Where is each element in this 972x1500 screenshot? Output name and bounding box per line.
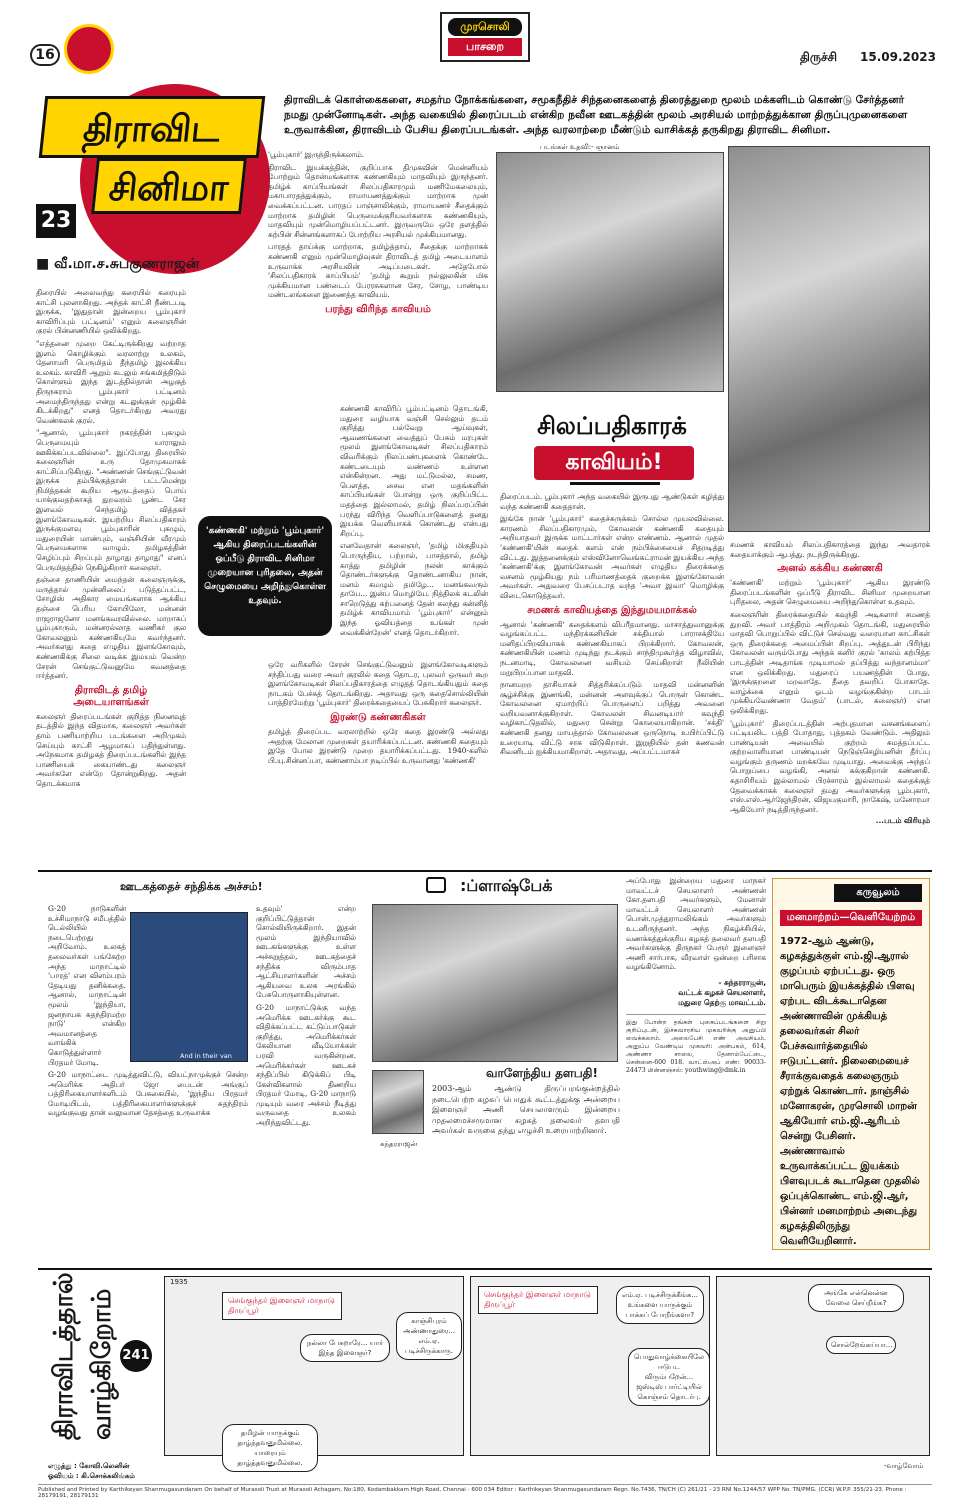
paragraph: 'கண்ணகி' மற்றும் 'பூம்புகார்' ஆகிய இரண்டு திரைப்படங்களின் ஒப்பீடு திராவிட சினிமா முறையான புரிதலை, அதன் செழுமையை அறிந்துகொள்ள உதவும். bbox=[730, 578, 930, 607]
media-story-col1b bbox=[48, 1070, 248, 1118]
treasury-headline: மனமாற்றம்—வெளியேற்றம் bbox=[780, 910, 922, 926]
paragraph: கலைஞரின் திரைக்கதையில் கவுந்தி அடிகளார் சமணத் துறவி. அவர் பாத்திரம் அறிமுகம் தொடங்கி, மதுரையில் மாதவி பொறுப்பில் விட்டுச் செல்வது வரையான காட்சிகள் ஒரு திரைக்கதை அமைப்பின் சிறப்பு. அத்துடன் பிரிந்து கோவலன் வரும்போது அந்தக் கனிர் குரல் 'காலம் கற்பித்த பாடத்தின் அடிதாங்க முடியாமல் தப்பித்து வந்தானம்மா' என ஒலிக்கிறது. மதுரைப் பயணத்தின் போது, 'இருக்குறளை மறவாதே. தீதை தவறிப் போகாதே. வாழ்க்கை எனும் ஓடம் வழங்குகின்ற பாடம் முக்கியவேண்ணா வேதம்' (பாடல், கலைஞர்) என ஒலிக்கிறது. bbox=[730, 609, 930, 715]
paragraph: G-20 மாநாட்டுக்கு வந்த அமெரிக்க ஊடகர்க்கு கூட விதிக்கப்பட்ட கட்டுப்பாடுகள் குறித்து, அமெரிக்கர்கள் கேலியான வீடியோக்கள் பரவி வருகின்றன. அமெரிக்கர்கள் ஊடகச் சந்திப்பில் கிடுக்கிப் பிடி கேள்விகளால் திணறிய பிரதமர் மோடி, G-20 மாநாடு முடியும் வரை அச்சம் நீடித்து வருவதை உலகம் அறிந்துவிட்டது. bbox=[256, 1002, 356, 1128]
paragraph: திரைப்படம். பூம்புகார் அந்த வகையில் இருபது ஆண்டுகள் கழித்து வந்த கண்ணகி கதைதான். bbox=[500, 492, 724, 511]
treasury-tag: கருவூலம் bbox=[834, 884, 922, 902]
paragraph: 2003-ஆம் ஆண்டு திருப்பரங்குன்றத்தில் நடைபெற்ற கழகப் பொதுக் கூட்டத்துக்கு அன்றைய இளைஞர் அணி செயலாளரும் இன்றைய முதலமைச்சருமான கழகத் தலைவர் தளபதி அவர்கள் வருகை தந்து எழுச்சி உரையாற்றினார். bbox=[432, 1084, 620, 1135]
contributor-name: சுந்தரராஜன் bbox=[380, 1140, 418, 1148]
series-title-line2: சினிமா bbox=[91, 158, 247, 214]
paragraph: திரையில் அலைவந்து கரையில் கரையும் காட்சி புலனாகிறது. அந்தக் காட்சி நீண்டபடி இருக்க, 'இதுதான் இன்றைய பூம்புகார் காவிரிப்பும் பட்டினம்' எனும் கலைஞரின் குரல் பின்னணியில் ஒலிக்கிறது. bbox=[36, 288, 186, 336]
signature-line3: மதுரை தெற்கு மாவட்டம். bbox=[678, 997, 766, 1007]
paragraph: திராவிட இயக்கத்தின், குறிப்பாக திமுகவின் மென்னியம் போற்றும் தொன்மங்களாக கண்ணகியும் மாதவியும் இருந்தனர். தமிழ்க் காப்பியங்கள் சிலப்பதிகாரமும் மணிமேகலையும், மகாபாரதத்துக்கும், ராமாயணத்துக்கும் மாற்றாக முன் வைக்கப்பட்டன. பாரதப் பாஞ்சாலிக்கும், ராமாயணச் சீதைக்கும் மாற்றாக தமிழின் பெருமைக்குரியவர்களாக கண்ணகியும், மாதவியும் முன்மொழியப்பட்டனர். இருவருமே ஒரே தளத்தில் கற்பின் சின்னங்களாகப் போற்றிய அரசியல் முக்கியமானது. bbox=[268, 162, 488, 239]
speech-bubble: தமிழன் யாருக்கும் தாழ்ந்தவனுமில்லை. யாரையும் தாழ்த்தவனுமில்லை. bbox=[222, 1424, 318, 1472]
speech-bubble: நல்லா பேசுறாரே... யார் இந்த இளைஞர்? bbox=[300, 1334, 390, 1362]
contributor-photo bbox=[372, 1070, 424, 1134]
speech-bubble: அங்கே என்னென்ன வேலை செய்றீங்க? bbox=[808, 1284, 904, 1312]
speech-bubble: பொதுவாழ்க்கையிலே ஈடுபட விரும்பறேன்... ஜஸ்டிஸ் பார்ட்டியில் கொஞ்சம் தொடர்பு. bbox=[628, 1348, 710, 1406]
comic-writer-credit: எழுத்து : கோவி.லெனின் bbox=[48, 1462, 130, 1470]
article-column-4 bbox=[730, 540, 930, 826]
comic-banner: செங்குந்தர் இளைஞர் மாநாடு திருப்பூர் bbox=[478, 1286, 598, 1314]
paragraph: கண்ணகி காவிரிப் பூம்பட்டினம் தொடங்கி, மதுரை வழியாக வஞ்சி செல்லும் தடம் குறித்து பல்வேறு ஆய்வுகள், ஆவணங்களை வைத்துப் பேசும் மரபுகள் மூலம் இளங்கோவடிகள் சிலப்பதிகாரம் விவரிக்கும் நிலப்பண்புகளைக் கொண்டே கண்டடையும் வண்ணம் உள்ளன என்கின்றன. அது மட்டுமல்ல, சமண, பௌத்த, சைவ என மதங்களின் காப்பியங்கள் போன்று ஒரு குறிப்பிட்ட மதத்தை இல்லாமல், தமிழ் நிலப்பரப்பின் பரந்து விரிந்த வெளிப்பாடுகளைத் தனது இயக்க வெளியாகக் கொண்டது என்பது சிறப்பு. bbox=[340, 404, 488, 538]
lead-paragraph: திராவிடக் கொள்கைகளை, சமதர்ம நோக்கங்களை, சமூகநீதிச் சிந்தனைகளைத் திரைத்துறை மூலம் மக்களிடம் கொண்டு சேர்த்தனர் நமது முன்னோடிகள். அந்த வகையில் திரைப்படம் என்கிற நவீன ஊடகத்தின் மூலம் அரசியல் மாற்றத்துக்கான திருப்புமுனைகளை உருவாக்கின, திராவிடம் பேசிய திரைப்படங்கள். அந்த வரலாற்றை மீண்டும் வாசிக்கத் தருகிறது திராவிட சினிமா. bbox=[284, 94, 908, 136]
subheading: அனல் கக்கிய கண்ணகி bbox=[777, 563, 883, 575]
logo-pasarai: பாசறை bbox=[448, 38, 522, 56]
signature-line2: வட்டக் கழகச் செயலாளர், bbox=[678, 987, 766, 997]
headline-underline bbox=[570, 482, 660, 485]
flashback-side bbox=[626, 876, 766, 1075]
submission-notice: இது போன்ற தங்கள் புகைப்படங்களை சிறு குறிப்புடன், இச்சுவாரசிய முகவரிக்கு அனுப்பி வைக்கலாம். அலைபேசி எண் அவசியம். அனுப்ப வேண்டிய முகவரி: அன்பகம், 614, அண்ணா சாலை, தேனாம்பேட்டை, சென்னை-600 018. வாட்ஸ்அப் எண்: 90033-24473 மின்னஞ்சல்: youthwing@dmk.in bbox=[626, 1018, 766, 1074]
cartoon-caption: And in their van bbox=[180, 1052, 232, 1060]
logo-murasoli: முரசொலி bbox=[448, 18, 522, 36]
treasury-body: 1972-ஆம் ஆண்டு, கழகத்துக்குள் எம்.ஜி.ஆரால் குழப்பம் ஏற்பட்டது. ஒரு மாபெரும் இயக்கத்தில் பிளவு ஏற்பட விடக்கூடாதென அண்ணாவின் முக்கியத் தலைவர்கள் சிலர் பேச்சுவார்த்தையில் ஈடுபட்டனர். நிலைமையைச் சீராக்குவதைக் கலைஞரும் ஏற்றுக் கொண்டார். நாஞ்சில் மனோகரன், முரசொலி மாறன் ஆகியோர் எம்.ஜி.ஆரிடம் சென்று பேசினர். அண்ணாவால் உருவாக்கப்பட்ட இயக்கம் பிளவுபடக் கூடாதென முதலில் ஒப்புக்கொண்ட எம்.ஜி.ஆர், பின்னர் மனமாற்றம் அடைந்து கழகத்திலிருந்து வெளியேறினார். bbox=[780, 936, 920, 1247]
paragraph: G-20 நாடுகளின் உச்சிமாநாடு சமீபத்தில் டெல்லியில் நடைபெற்றது அறிவோம். உலகத் தலைவர்கள் பங்கேற்ற அந்த மாநாட்டில் 'பாரத்' என விளம்பரம் தேடியது தனிக்கதை. ஆனால், மாநாட்டின் மூலம் 'இந்தியா, ஜனநாயக சுதந்திரமற்ற நாடு' என்கிற அவமானத்தை வாங்கிக் கொடுத்துள்ளார் பிரதமர் மோடி. bbox=[48, 904, 126, 1067]
mascot-logo bbox=[64, 24, 114, 74]
issue-date: 15.09.2023 bbox=[860, 50, 936, 64]
article-column-2c bbox=[268, 660, 488, 765]
comic-year: 1935 bbox=[170, 1278, 188, 1286]
comic-title-line2: வாழ்கிறோம் bbox=[87, 1288, 117, 1440]
subheading: திராவிடத் தமிழ் அடையாளங்கள் bbox=[73, 684, 149, 708]
cartoon-image bbox=[130, 912, 248, 1062]
subheading: இரண்டு கண்ணகிகள் bbox=[330, 711, 426, 723]
media-story-col1 bbox=[48, 904, 126, 1067]
flashback-title: :ப்ளாஷ்பேக் bbox=[460, 876, 553, 895]
paragraph: கலைஞர் திரைப்படங்கள் குறித்த நினைவுத் தடத்தில் இந்த விதமாக, கலைஞர் அவர்கள் தாம் பணியாற்றிய படங்களை அறிமுகம் செய்யும் காட்சி ஆழமாகப் பதிந்துள்ளது. அநேகமாக தமிழகத் திரைப்படங்களில் இந்த பாணியைக் கையாண்டது கலைஞர் அவர்களே என்றே தோன்றுகிறது. அதன் தொடக்கமாக bbox=[36, 711, 186, 788]
pull-quote: 'கண்ணகி' மற்றும் 'பூம்புகார்' ஆகிய திரைப்படங்களின் ஒப்பீடு திராவிட சினிமா முறையான புரிதலை, அதன் செழுமையை அறிந்துகொள்ள உதவும். bbox=[198, 516, 332, 636]
continues-label: ...படம் விரியும் bbox=[875, 816, 930, 826]
page-number: 16 bbox=[30, 44, 60, 66]
paragraph: நானமறற தாசியாகச் சித்தரிக்கப்படும் மாதவி மன்னனின் சூழ்ச்சிக்கு இணங்கி, மன்னன் அளவுக்குப் பொருள் கொண்ட கோவலனை ஏமாற்றிப் பொருளைப் பறித்து அவனை வறியவனாக்குகிறாள். கோவலன் சிவனடியார் கவுந்தி வழிகாட்டுதலில், மதுரை சென்று கொலையாகிறான். 'சக்தி' கண்ணகி தனது மாயத்தால் கோவலனை ஒருநொடி உயிர்ப்பிட்டு உரையாடி விட்டு சாக விடுகிறாள். இறுதியில் தன் கணவன் சிவனிடம் ஐக்கியமாகிறாள். அதாவது, அப்பட்டமாகச் bbox=[500, 680, 724, 757]
edition-city: திருச்சி bbox=[800, 50, 837, 64]
cartoon-caption: they just had to stay bbox=[168, 1062, 236, 1070]
speech-bubble: சொல்றேங்கய்யா... bbox=[826, 1336, 896, 1354]
article-column-2 bbox=[268, 150, 488, 319]
author-byline: ■ வீ.மா.ச.சுபகுணராஜன் bbox=[36, 256, 200, 272]
paragraph: ஆனால் 'கண்ணகி' கதைக்களம் விபரீதமானது. மாசாத்துவானுக்கு வழங்கப்பட்ட மந்திரக்கனியின் சக்தியால் பாராசக்தியே மனிதப்பிறவியாகக் கண்ணகியாகப் பிறக்கிறார். கோவலன், கண்ணகியின் மணம் முடிந்து நடக்கும் சாந்திமுகூர்த்த விழாவில், நடனமாடி, கோவலனை வசியம் செய்கிறாள் நீலியின் மறுபிறப்பான மாதவி. bbox=[500, 619, 724, 677]
paragraph: சமணக் காவியம் சிலப்பதிகாரத்தை இந்து அவதாரக் கதையாக்கும் ஆபத்து. நடந்திருக்கிறது. bbox=[730, 540, 930, 559]
paragraph: "ஆனால், பூம்புகார் நகரத்தின் புகழும் பெருமையும் யாராலும் ஊகிக்கப்படவில்லை". இப்போது திரையில் கலைஞரின் உரு தோமுகமாகக் காட்சிப்படுகிறது. "அண்ணன் செங்குட்டுவன் இருக்க தம்பிக்குத்தான் பட்டமென்று நிமித்தகன் கூறிய ஆருடத்தைப் பொய் யாக்குவதற்காகத் துறவறம் பூண்ட சேர இளவல் செந்தமிழ் வித்தகர் இளங்கோவடிகள். இயற்றிய சிலப்பதிகாரம் இருக்குமளவு பூம்புகாரின் புகழும், மதுரையின் மாண்பும், வஞ்சியின் வீரமும் பெருமைகளாக வாழும். தமிழகத்தின் செழிப்பும் சிறப்பும் தாழாது தாழாது" எனப் பெருமிதத்தில் நெகிழ்கிறார் கலைஞர். bbox=[36, 428, 186, 572]
paragraph: எனவேதான் கலைஞர், 'தமிழ் மிகுதியும் பொருந்திய, பற்றால், பாசத்தால், தமிழ் காத்து தமிழின் நலன் காக்கும் தொண்டர்களுக்கு தொண்டனாகிய நான், மனம் கமழும் தமிழே... மனங்கவரும் தாயே... இன்ப மொழியே. நித்திலக் கடலின் சாறெடுத்து கற்பனைத் தேன் கலந்து கன்னித் தமிழ்க் காவியமாம் 'பூம்புகார்' என்னும் இந்த ஓவியத்தை உங்கள் முன் வைக்கின்றேன்' எனத் தொடர்கிறார். bbox=[340, 541, 488, 637]
article-column-2b bbox=[340, 404, 488, 637]
headline-line1: சிலப்பதிகாரக் bbox=[537, 412, 687, 440]
camera-icon bbox=[426, 877, 446, 893]
paragraph: அப்போது இன்றைய மதுரை மாநகர் மாவட்டச் செயலாளர் அண்ணன் கோ.தளபதி அவர்களும், மேனாள் மாவட்டச் செயலாளர் அண்ணன் பொன்.முத்துராமலிங்கம் அவர்களும் உடனிருந்தனர். அந்த நிகழ்ச்சியில், வணக்கத்துக்குரிய கழகத் தலைவர் தளபதி அவர்களுக்கு திருநகர் பேரூர் இளைஞர் அணி சார்பாக, வீரவாள் ஒன்றை பரிசாக வழங்கினோம். bbox=[626, 876, 766, 972]
film-still-group-photo bbox=[496, 152, 724, 392]
paragraph: "எத்தனை முறை கேட்டிருக்கிறது வற்றாத இளம் கொழிக்கும் வரலாற்று உலகம், தேனாமரி பெருமிதம் தீந்தமிழ் இலக்கிய உலகம். காவிரி ஆறும் கடலும் சங்கமித்திடும் கொள்ளும் இந்த இடத்தில்தான் அழகுத் திருநகராம் பூம்புகார் பட்டினம் அமைந்திருந்தது என்று கடலுக்குள் மூழ்கிக் கிடக்கிறது" எனத் தொடர்கிறது அவரது வெண்கலக் குரல். bbox=[36, 338, 186, 425]
signature: - சுந்தரராஜன், bbox=[718, 977, 766, 987]
article-column-3 bbox=[500, 492, 724, 757]
subheading: பரந்து விரிந்த காவியம் bbox=[325, 303, 431, 315]
paragraph: 'பூம்புகார்' திரைப்படத்தின் அற்புதமான வசனங்களைப் பட்டியலிட பத்தி போதாது, புத்தகம் வேண்டும். அதிலும் பாண்டியன் அவையில் குற்றம் சுமத்தப்பட்ட குற்றவாளியான பாண்டியன் நெடுஞ்செழியனின் தீர்ப்பு வழங்கும் தருணம் மறக்கவே முடியாது. அவைக்கு அந்தப் பொறுப்பை வழங்கி, அனல் கக்குகிறான் கண்ணகி. கதாசிரியம் இல்லாமல் பிரச்சாரம் இல்லாமல் கதைக்குத் தேவைக்காகக் கலைஞர் தமது அவர்களுக்கு பூம்புகார், எஸ்.எஸ்.ஆர்ஜேந்திரன், விஜயகுமாரி, நாகேஷ், மனோரமா ஆகியோர் நடித்திருந்தனர். bbox=[730, 718, 930, 814]
flashback-subtitle: வாளேந்திய தளபதி! bbox=[486, 1066, 598, 1080]
speech-bubble: காஞ்சிபுரம் அண்ணாதுரை... எம்.ஏ. படிச்சிருக்காரு. bbox=[396, 1312, 462, 1360]
flashback-photo bbox=[372, 904, 618, 1062]
flashback-body bbox=[432, 1084, 620, 1137]
article-column-1 bbox=[36, 288, 186, 789]
paragraph: பாரதத் தாய்க்கு மாற்றாக, தமிழ்த்தாய், சீதைக்கு மாற்றாகக் கண்ணகி எனும் முன்மொழிவுகள் திராவிடத் தமிழ் அடையாளம் உருவாக்க அரசியலின் அடிப்படைகள். அதேபோல் 'சிலப்பதிகாரக் காப்பியம்' 'தமிழ் கூறும் நல்லுலகின் மிக முக்கியமான பண்டைப் பேரரசுகளான சேர, சோழ, பாண்டிய மண்டலங்களை இணைத்த காவியம். bbox=[268, 242, 488, 300]
paragraph: இங்கே நான் 'பூம்புகார்' கதைச்சுருக்கம் சொல்ல முயலவில்லை. காரணம் சிலப்பதிகாரமும், கோவலன் கண்ணகி கதையும் அறியாதவர் இருக்க மாட்டார்கள் என்ற எண்ணம். ஆனால் முதல் 'கண்ணகி'யின் கதைக் களம் என் நம்பிக்கையைச் சிதறடித்து விட்டது. இத்தனைக்கும் எஸ்வினோவெங்கட்ராமன் இயக்கிய அந்த 'கண்ணகி'க்கு இளங்கோவன் அவர்கள் எழுதிய திரைக்கதை வசனம் மூழ்கியது நம் பரிமாணத்தைக் குறைக்க இளங்கோவன் அவர்கள். அதுவரை பேசப்படாத வந்த 'அவா இவா' மொழிக்கு விடைகொடுத்தவர். bbox=[500, 514, 725, 600]
imprint-footer: Published and Printed by Karthikeyan Shanmugasundaram On behalf of Murasoli Trust at Murasoli Achagam, No:180, Kodambakkam High Road, Chennai - 600 034 Editor : Karthikeyan Shanmugasundaram Regn. No.7436, TN/CH (C) 261/21 - 23 RNI No.1244/57 WPP No. TN/PMG. (CCR) W.P.P. 355/21-23. Phone : 28179191, 28179131 bbox=[38, 1484, 932, 1499]
subheading: சமணக் காவியத்தை இந்துமயமாக்கல் bbox=[527, 604, 697, 616]
paragraph: தமிழ்த் திரைப்பட வரலாற்றில் ஒரே கதை இரண்டு அல்லது அதற்கு மேலான முறைகள் தயாரிக்கப்பட்டன. கண்ணகி கதையும் இதே போல இரண்டு முறை தயாரிக்கப்பட்டது. 1940-களில் பி.யு.சின்னப்பா, கண்ணாம்பா நடிப்பில் உருவானது 'கண்ணகி' bbox=[268, 726, 488, 765]
comic-continues: -வாழ்வோம் bbox=[884, 1462, 924, 1470]
paragraph: உதவும்' என்ற குறிப்பிட்டுத்தான் சொல்லியிருக்கிறார். இதன் மூலம் இந்தியாவில் ஊடகங்களுக்கு உள்ள அச்சுறுத்தல், ஊடகத்தைச் சந்திக்க விரும்பாத ஆட்சியாளர்களின் அச்சம் ஆகியவை உலக அரங்கில் பேசுபொருளாகியுள்ளன. bbox=[256, 904, 356, 1000]
media-story-title: ஊடகத்தைச் சந்திக்க அச்சம்! bbox=[120, 880, 263, 893]
series-title-line1: திராவிட bbox=[39, 96, 266, 158]
photo-credit: படங்கள் உதவி:- ஞானம் bbox=[540, 143, 620, 151]
speech-bubble: எம்.ஏ. படிச்சிருக்கீங்க... உங்களை யாருக்கும் பாக்கப் போறீங்களா? bbox=[616, 1286, 704, 1324]
paragraph: தஞ்சை தாணியின் மைந்தன் கலைஞருக்கு, மருத்தால் முன்னிலைப் படுத்தப்பட்ட, சோழிஸ் அதிகார மையங்களாக ஆக்கிய தஞ்சை பெரிய கோயிலோ, மன்னன் ராஜராஜனோ மனங்கவரவில்லை. மாறாகப் பூம்புகாரும், மன்னரல்லாத வணிகர் குல கோவலனும் கண்ணகியுமே கவர்ந்தனர். அவர்களது கதை எழுதிய இளங்கோவும், கண்ணகிக்கு சிலை வடிக்க இமயம் வென்ற சேரன் செங்குட்டுவனுமே கவனத்தை ஈர்த்தனர். bbox=[36, 575, 186, 681]
comic-title-line1: திராவிடத்தால் bbox=[49, 1272, 79, 1440]
comic-number: 241 bbox=[120, 1340, 152, 1372]
film-still-couple-photo bbox=[728, 146, 930, 532]
paragraph: ஒரே வரிகளில் சேரன் செங்குட்டுவனும் இளங்கோவடிகளும் சந்திப்பது வரை அவர் குரலில் கதை தொடர, புலவர் ஒருவர் கூற இளங்கோவடிகள் சிலப்பதிகாரத்தை எழுதத் தொடங்கியதும் கதை நாடகம் பேச்சுத் தொடங்கிறது. அதாவது ஒரு கதைசொல்லியின் பாத்திரமேற்று 'பூம்புகார்' திரைக்கதையைப் பேசுகிறார் கலைஞர். bbox=[268, 660, 488, 708]
comic-banner: செங்குந்தர் இளைஞர் மாநாடு திருப்பூர் bbox=[222, 1292, 342, 1320]
headline-line2: காவியம்! bbox=[534, 446, 694, 480]
paragraph: 'பூம்புகார்' இருந்திருக்கலாம். bbox=[268, 150, 364, 159]
media-story-col2 bbox=[256, 904, 356, 1128]
series-number: 23 bbox=[36, 204, 76, 238]
comic-artist-credit: ஓவியம் : கி.சொக்கலிங்கம் bbox=[48, 1472, 135, 1480]
paragraph: G-20 மாநாட்டை முடித்துவிட்டு, வியட்நாமுக்குச் சென்ற அமெரிக்க அதிபர் ஜோ பைடன் அங்குப் பத்திரிகையாளர்களிடம் பேசுகையில், 'இந்திய பிரதமர் மோடியிடம், பத்திரிகையாளர்களுக்குச் சுதந்திரம் வழங்குவது தான் வலுவான தேசத்தை உருவாக்க bbox=[48, 1070, 248, 1118]
